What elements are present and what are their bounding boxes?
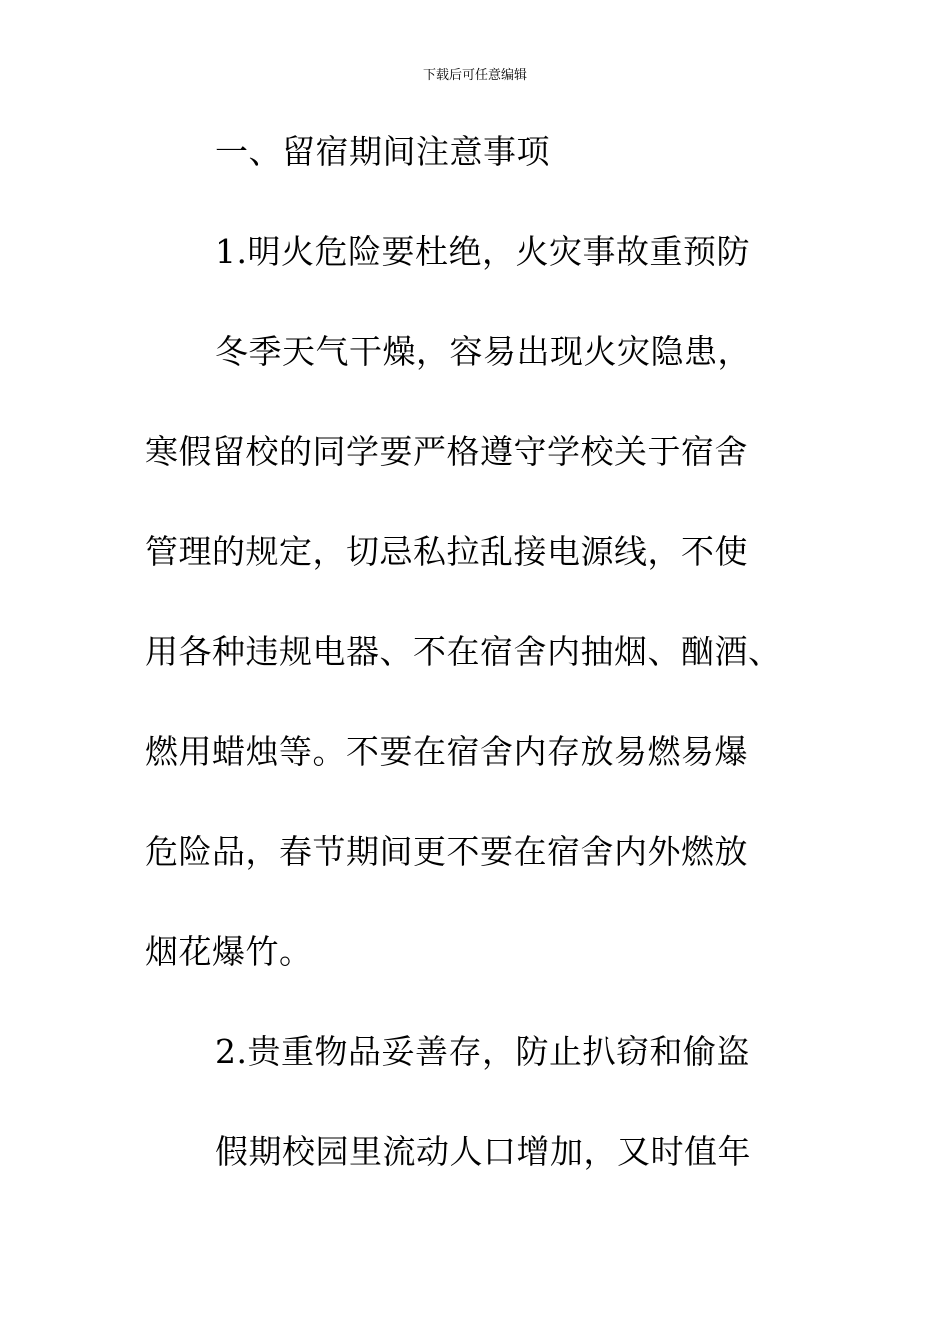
paragraph-line: 危险品，春节期间更不要在宿舍内外燃放 (145, 832, 748, 871)
subsection-title-2: 2.贵重物品妥善存，防止扒窃和偷盗 (215, 1032, 750, 1071)
subsection-title-1: 1.明火危险要杜绝，火灾事故重预防 (215, 232, 750, 271)
page-header-note: 下载后可任意编辑 (422, 68, 527, 83)
document-body (145, 125, 825, 1225)
paragraph-line: 烟花爆竹。 (145, 932, 313, 971)
paragraph-line: 冬季天气干燥，容易出现火灾隐患， (215, 332, 751, 371)
paragraph-line: 燃用蜡烛等。不要在宿舍内存放易燃易爆 (145, 732, 748, 771)
paragraph-line: 假期校园里流动人口增加，又时值年 (215, 1132, 751, 1171)
paragraph-line: 寒假留校的同学要严格遵守学校关于宿舍 (145, 432, 748, 471)
paragraph-line: 用各种违规电器、不在宿舍内抽烟、酗酒、 (145, 632, 782, 671)
section-heading: 一、留宿期间注意事项 (215, 132, 550, 171)
paragraph-line: 管理的规定，切忌私拉乱接电源线，不使 (145, 532, 748, 571)
